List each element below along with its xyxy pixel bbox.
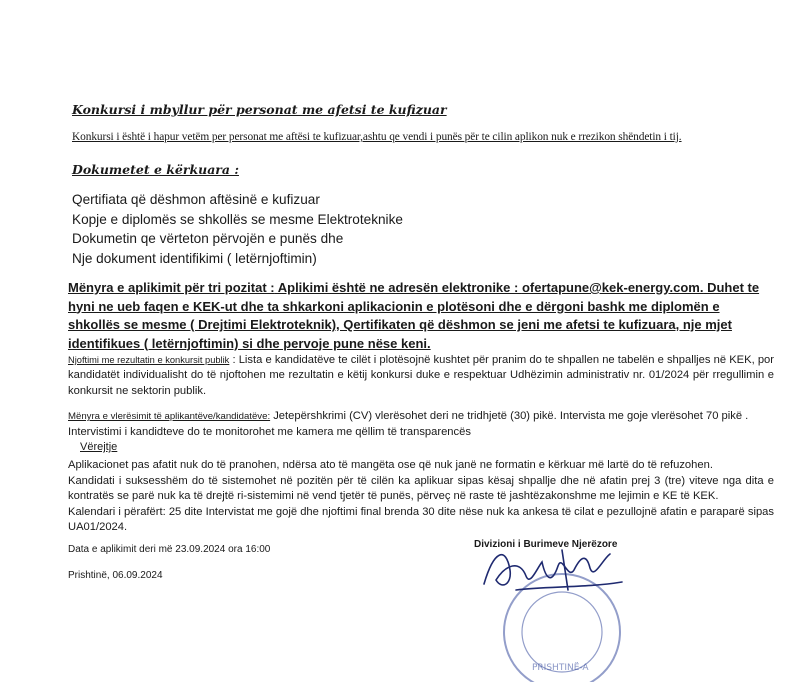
closed-competition-title: Konkursi i mbyllur për personat me afetsi te kufizuar <box>72 102 447 117</box>
application-label: Mënyra e aplikimit për tri pozitat : <box>68 280 275 295</box>
rule-item: Aplikacionet pas afatit nuk do të pranohen, ndërsa ato të mangëta ose që nuk janë ne formatin e kërkuar më lartë do të refuzohen. <box>68 459 713 471</box>
documents-title: Dokumetet e kërkuara : <box>72 162 239 177</box>
evaluation-section <box>68 409 774 439</box>
document-item: Qertifiata që dëshmon aftësinë e kufizuar <box>72 192 320 207</box>
signature <box>476 540 626 596</box>
document-item: Nje dokument identifikimi ( letërnjoftimin) <box>72 250 317 266</box>
division-name: Divizioni i Burimeve Njerëzore <box>474 539 618 550</box>
notice-section <box>68 353 774 399</box>
rules-section <box>68 458 774 536</box>
notice-text: : Lista e kandidatëve te cilët i plotësojnë kushtet për pranim do te shpallen ne tabelën e shpalljes në KEK, por kandidatët individualisht do të njoftohen me rezultatin e këtij konkursi duke e respektuar Udhëzimin administrativ nr. 01/2024 për rregullimin e konkursit ne sektorin publik. <box>68 354 774 397</box>
document-item: Kopje e diplomës se shkollës se mesme Elektroteknike <box>72 211 403 227</box>
documents-list <box>72 190 403 268</box>
evaluation-text: Jetepërshkrimi (CV) vlerësohet deri ne tridhjetë (30) pikë. Intervista me goje vlerësohet 70 pikë . Intervistimi i kandidteve do te monitorohet me kamera me qëllim të transparencës <box>68 410 749 438</box>
place-date-text: Prishtinë, 06.09.2024 <box>68 570 163 581</box>
rule-item: Kalendari i përafërt: 25 dite Intervistat me gojë dhe njoftimi final brenda 30 dite nëse nuk ka ankesa të cilat e pezullojnë afatin e paraparë sipas UA01/2024. <box>68 505 774 534</box>
evaluation-label: Mënyra e vlerësimit të aplikantëve/kandidatëve: <box>68 411 271 422</box>
notice-label: Njoftimi me rezultatin e konkursit publik <box>68 355 230 365</box>
note-label: Vërejtje <box>80 441 118 453</box>
closed-competition-text: Konkursi i është i hapur vetëm per personat me aftësi te kufizuar,ashtu qe vendi i punës për te cilin aplikon nuk e rrezikon shëndetin i tij. <box>72 131 682 143</box>
deadline-text: Data e aplikimit deri më 23.09.2024 ora 16:00 <box>68 544 271 555</box>
application-section <box>68 279 768 353</box>
application-email: ofertapune@kek-energy.com. <box>521 280 704 295</box>
rule-item: Kandidati i suksesshëm do të sistemohet në pozitën për të cilën ka aplikuar sipas kësaj shpallje dhe në afatin prej 3 (tre) viteve nga dita e kontratës se parë nuk ka të drejtë ri-sistemimi në vend tjetër të punës, përveç në raste të jashtëzakonshme me lejimin e KE të KEK. <box>68 474 774 503</box>
document-item: Dokumetin qe vërteton përvojën e punës dhe <box>72 231 344 246</box>
stamp-text: PRISHTINË-A <box>532 663 589 673</box>
application-text: Aplikimi është ne adresën elektronike : <box>274 280 522 295</box>
application-text-cont: Duhet te hyni ne ueb faqen e KEK-ut dhe ta shkarkoni aplikacionin e plotësoni dhe e dërgoni bashk me diplomën e shkollës se mesme ( Drejtimi Elektroteknik), Qertifikaten që dëshmon se jeni me afetsi te kufizuara, nje mjet identifikues ( letërnjoftimin) si dhe pervoje pune nëse keni. <box>68 280 760 351</box>
